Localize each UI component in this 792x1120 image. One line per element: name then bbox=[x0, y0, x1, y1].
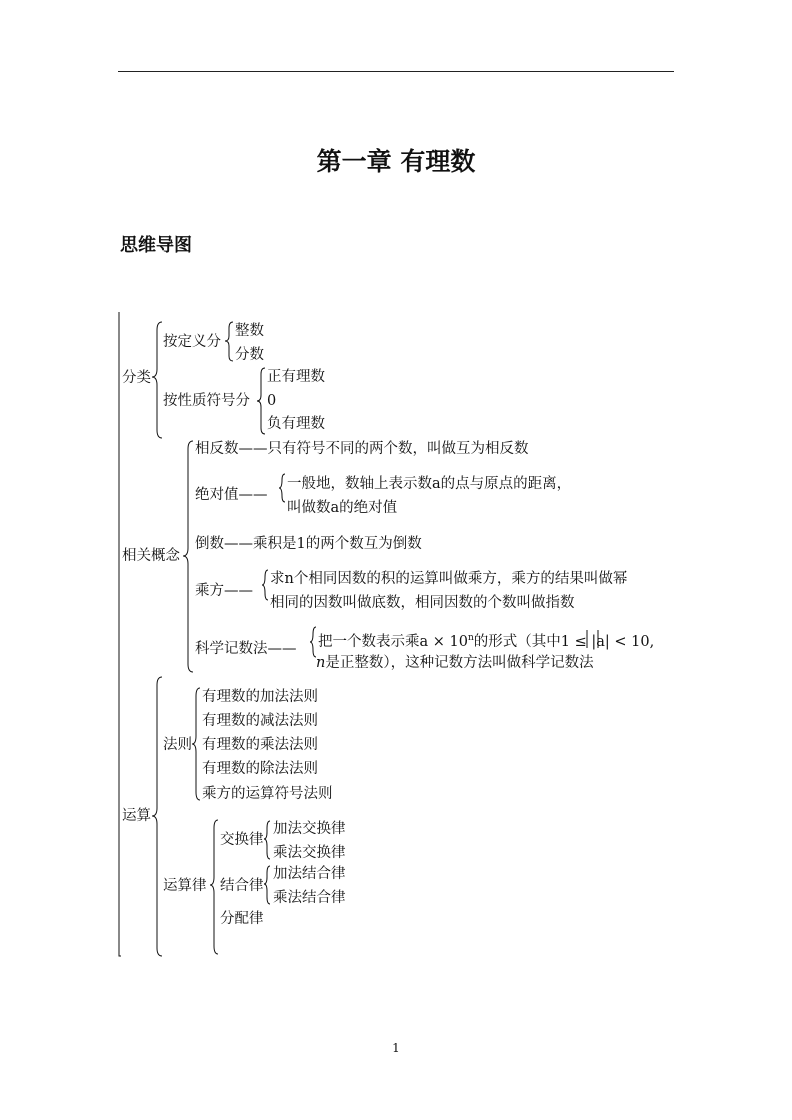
brace-absolute bbox=[279, 474, 285, 502]
concept-sci-line1a: 把一个数表示乘a × 10 bbox=[318, 633, 468, 650]
node-laws: 运算律 bbox=[163, 878, 207, 894]
chapter-title: 第一章 有理数 bbox=[316, 147, 476, 176]
concept-reciprocal bbox=[195, 536, 422, 552]
concept-reciprocal-text: 乘积是1的两个数互为倒数 bbox=[253, 536, 422, 552]
node-concepts: 相关概念 bbox=[122, 548, 180, 564]
brace-concepts bbox=[183, 441, 193, 672]
law-mul-associative: 乘法结合律 bbox=[273, 890, 346, 906]
rule-subtract: 有理数的减法法则 bbox=[202, 713, 318, 729]
node-associative: 结合律 bbox=[220, 878, 264, 894]
left-guide-line bbox=[119, 312, 121, 956]
concept-sci-line2-text: 是正整数），这种记数方法叫做科学记数法 bbox=[325, 655, 594, 671]
node-commutative: 交换律 bbox=[220, 832, 264, 848]
law-add-commutative: 加法交换律 bbox=[273, 821, 346, 837]
brace-rules bbox=[192, 688, 200, 800]
node-distributive: 分配律 bbox=[220, 911, 264, 927]
rule-power-sign: 乘方的运算符号法则 bbox=[202, 786, 333, 802]
concept-sci-line2 bbox=[316, 655, 594, 671]
brace-classify bbox=[152, 322, 162, 438]
concept-sci-line1 bbox=[318, 630, 654, 650]
law-mul-commutative: 乘法交换律 bbox=[273, 845, 346, 861]
leaf-positive: 正有理数 bbox=[267, 369, 325, 385]
header-rule bbox=[118, 71, 674, 72]
concept-absolute-line1: 一般地，数轴上表示数a的点与原点的距离， bbox=[287, 476, 572, 492]
brace-associative bbox=[264, 866, 270, 904]
leaf-zero: 0 bbox=[267, 393, 277, 409]
law-add-associative: 加法结合律 bbox=[273, 866, 346, 882]
concept-opposite-dash: —— bbox=[238, 441, 268, 457]
concept-power-line2: 相同的因数叫做底数，相同因数的个数叫做指数 bbox=[270, 595, 575, 611]
concept-absolute bbox=[195, 487, 268, 503]
concept-opposite-label: 相反数 bbox=[195, 441, 239, 457]
rule-add: 有理数的加法法则 bbox=[202, 689, 318, 705]
concept-absolute-dash: —— bbox=[238, 487, 268, 503]
node-by-definition: 按定义分 bbox=[163, 334, 221, 350]
brace-by-definition bbox=[225, 322, 233, 361]
page-number: 1 bbox=[392, 1041, 400, 1055]
brace-sci bbox=[310, 627, 316, 657]
rule-multiply: 有理数的乘法法则 bbox=[202, 737, 318, 753]
concept-sci bbox=[195, 641, 297, 657]
concept-power bbox=[195, 583, 253, 599]
concept-power-label: 乘方 bbox=[195, 583, 224, 599]
node-by-sign: 按性质符号分 bbox=[163, 393, 250, 409]
concept-absolute-line2: 叫做数a的绝对值 bbox=[287, 500, 398, 516]
concept-power-dash: —— bbox=[224, 583, 253, 599]
brace-by-sign bbox=[257, 368, 265, 434]
concept-power-line1: 求n个相同因数的积的运算叫做乘方，乘方的结果叫做幂 bbox=[270, 571, 628, 587]
section-title: 思维导图 bbox=[120, 235, 192, 256]
node-classify: 分类 bbox=[122, 370, 151, 386]
concept-sci-label: 科学记数法 bbox=[195, 641, 268, 657]
brace-operations bbox=[152, 677, 162, 956]
leaf-fraction: 分数 bbox=[235, 347, 264, 363]
concept-sci-exponent: n bbox=[467, 633, 474, 643]
leaf-negative: 负有理数 bbox=[267, 416, 325, 432]
concept-sci-n: n bbox=[316, 655, 326, 671]
concept-reciprocal-label: 倒数 bbox=[195, 536, 224, 552]
concept-opposite-text: 只有符号不同的两个数，叫做互为相反数 bbox=[267, 441, 529, 457]
node-rules: 法则 bbox=[163, 737, 192, 753]
leaf-integer: 整数 bbox=[235, 323, 264, 339]
brace-commutative bbox=[264, 821, 270, 859]
rule-divide: 有理数的除法法则 bbox=[202, 761, 318, 777]
concept-sci-line1b: 的形式（其中1 ≤ |a| < 10, bbox=[473, 633, 655, 650]
concept-sci-dash: —— bbox=[267, 641, 297, 657]
node-operations: 运算 bbox=[122, 808, 151, 824]
brace-power bbox=[262, 570, 268, 600]
concept-reciprocal-dash: —— bbox=[224, 536, 253, 552]
brace-laws bbox=[210, 820, 218, 954]
concept-absolute-label: 绝对值 bbox=[195, 487, 239, 503]
concept-opposite bbox=[195, 441, 529, 457]
